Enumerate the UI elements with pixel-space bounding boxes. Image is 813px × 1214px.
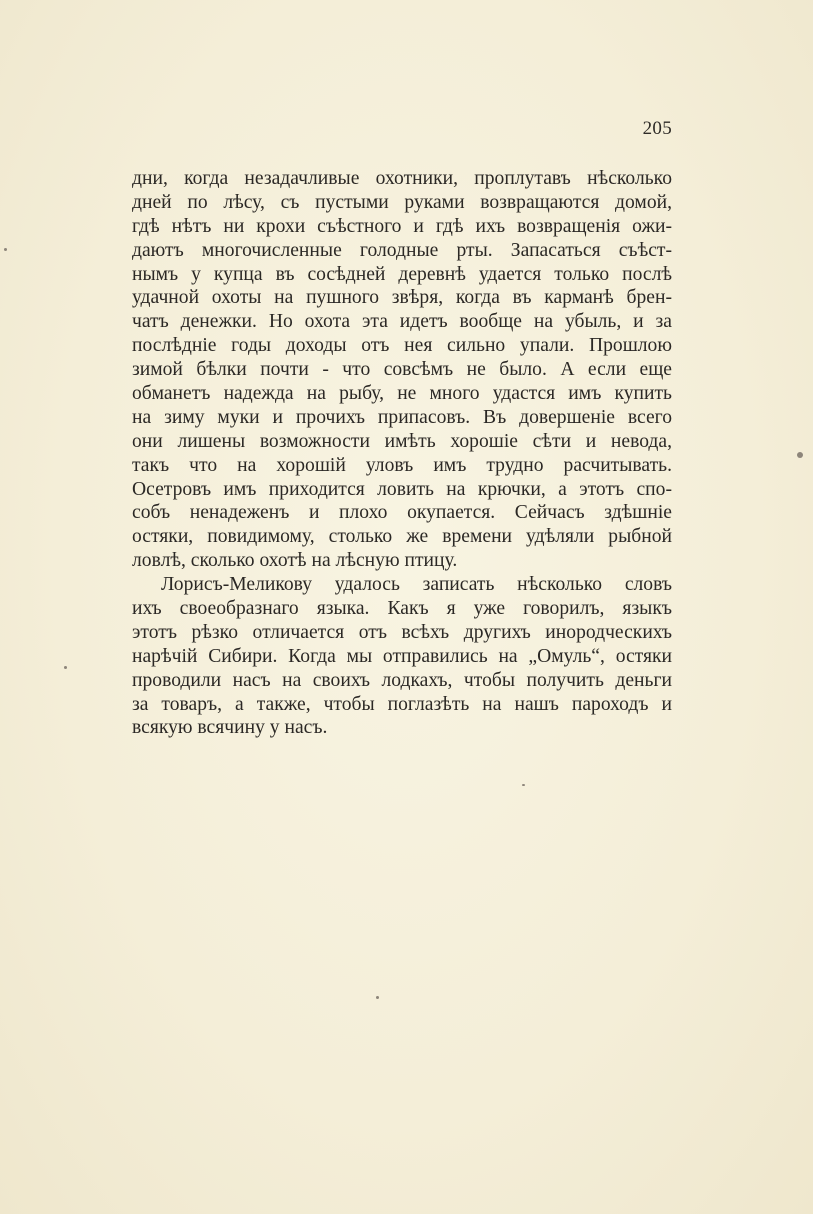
paper-speck bbox=[64, 666, 67, 669]
text-line: они лишены возможности имѣть хорошіе сѣти и невода, bbox=[132, 430, 672, 452]
paper-speck bbox=[797, 452, 803, 458]
text-line: всякую всячину у насъ. bbox=[132, 717, 328, 739]
body-text bbox=[132, 167, 672, 740]
text-line: обманетъ надежда на рыбу, не много удастся имъ купить bbox=[132, 383, 672, 405]
text-line: зимой бѣлки почти - что совсѣмъ не было. А если еще bbox=[132, 359, 672, 381]
text-line: остяки, повидимому, столько же времени удѣляли рыбной bbox=[132, 526, 672, 548]
page-number: 205 bbox=[642, 118, 672, 139]
text-line: дни, когда незадачливые охотники, проплутавъ нѣсколько bbox=[132, 168, 672, 189]
text-line: ловлѣ, сколько охотѣ на лѣсную птицу. bbox=[132, 550, 458, 572]
text-line: собъ ненадеженъ и плохо окупается. Сейчасъ здѣшніе bbox=[132, 502, 672, 524]
text-line: за товаръ, а также, чтобы поглазѣть на нашъ пароходъ и bbox=[132, 693, 672, 715]
text-line: чатъ денежки. Но охота эта идетъ вообще на убыль, и за bbox=[132, 311, 672, 333]
text-line: послѣдніе годы доходы отъ нея сильно упали. Прошлою bbox=[132, 335, 672, 357]
text-line: ихъ своеобразнаго языка. Какъ я уже говорилъ, языкъ bbox=[132, 598, 672, 620]
paper-speck bbox=[376, 996, 379, 999]
text-line: этотъ рѣзко отличается отъ всѣхъ другихъ инородческихъ bbox=[132, 621, 672, 643]
text-line: дней по лѣсу, съ пустыми руками возвращаются домой, bbox=[132, 191, 672, 213]
text-line: удачной охоты на пушного звѣря, когда въ карманѣ брен- bbox=[132, 287, 672, 309]
text-line: Осетровъ имъ приходится ловить на крючки, а этотъ спо- bbox=[132, 478, 672, 500]
text-line: на зиму муки и прочихъ припасовъ. Въ довершеніе всего bbox=[132, 406, 672, 428]
text-line: нарѣчій Сибири. Когда мы отправились на „Омуль“, остяки bbox=[132, 645, 672, 667]
text-line: даютъ многочисленные голодные рты. Запасаться съѣст- bbox=[132, 239, 672, 261]
text-line: гдѣ нѣтъ ни крохи съѣстного и гдѣ ихъ возвращенія ожи- bbox=[132, 215, 672, 237]
paragraph-2 bbox=[132, 573, 672, 740]
paragraph-1 bbox=[132, 167, 672, 573]
text-line: нымъ у купца въ сосѣдней деревнѣ удается только послѣ bbox=[132, 263, 672, 285]
paper-speck bbox=[522, 784, 525, 786]
text-line: проводили насъ на своихъ лодкахъ, чтобы получить деньги bbox=[132, 669, 672, 691]
text-line: такъ что на хорошій уловъ имъ трудно расчитывать. bbox=[132, 454, 672, 476]
text-line: Лорисъ-Меликову удалось записать нѣсколько словъ bbox=[161, 574, 672, 596]
paper-speck bbox=[4, 248, 7, 251]
